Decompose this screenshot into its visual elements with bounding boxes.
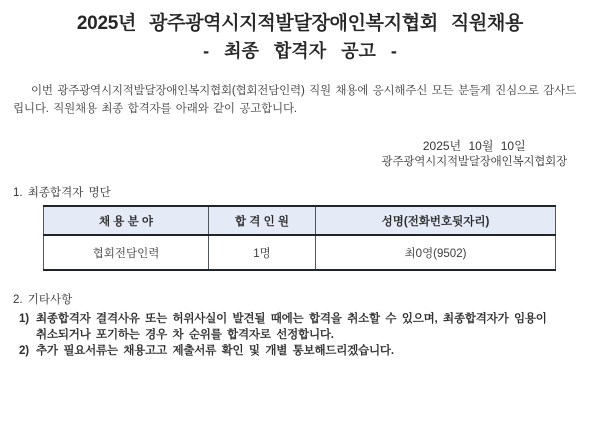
section1-heading: 1. 최종합격자 명단 (13, 187, 111, 199)
signature-date: 2025년 10월 10일 (422, 139, 526, 153)
list-item-2-text (36, 343, 590, 359)
table-header-recruit-field: 채 용 분 야 (44, 206, 209, 235)
document-title-line1: 2025년 광주광역시지적발달장애인복지협회 직원채용 (76, 13, 524, 34)
signature-inner (382, 138, 567, 170)
document-title (0, 0, 600, 63)
intro-paragraph (13, 82, 590, 118)
etc-list (19, 311, 590, 359)
list-item-2-marker: 2) (19, 345, 29, 357)
list-item-1-text (36, 311, 590, 343)
section2-heading: 2. 기타사항 (13, 294, 73, 306)
list-item-2 (19, 343, 590, 359)
table-cell-pass-count: 1명 (209, 235, 316, 270)
list-item-1-marker: 1) (19, 313, 29, 325)
table-cell-recruit-field: 협회전담인력 (44, 235, 209, 270)
table-header-pass-count: 합 격 인 원 (209, 206, 316, 235)
signature-organization: 광주광역시지적발달장애인복지협회장 (381, 156, 567, 168)
list-item-1-line1: 최종합격자 결격사유 또는 허위사실이 발견될 때에는 합격을 취소할 수 있으며, 최종합격자가 임용이 (36, 313, 547, 325)
final-candidates-table (43, 205, 556, 271)
list-item-2-line1: 추가 필요서류는 채용고고 제출서류 확인 및 개별 통보해드리겠습니다. (36, 345, 394, 357)
document-title-line2: - 최종 합격자 공고 - (203, 41, 397, 61)
table-cell-candidate-name: 최0영(9502) (316, 235, 556, 270)
intro-paragraph-line2: 립니다. 직원채용 최종 합격자를 아래와 같이 공고합니다. (13, 103, 297, 115)
list-item-1-line2: 취소되거나 포기하는 경우 차 순위를 합격자로 선정합니다. (36, 329, 334, 341)
intro-paragraph-line1: 이번 광주광역시지적발달장애인복지협회(협회전담인력) 직원 채용에 응시해주신 모든 분들게 진심으로 감사드 (31, 85, 577, 97)
table-header-candidate-name: 성명(전화번호뒷자리) (316, 206, 556, 235)
list-item-1 (19, 311, 590, 343)
signature-block (0, 138, 567, 170)
table-row (44, 235, 556, 270)
table-header-row (44, 206, 556, 235)
